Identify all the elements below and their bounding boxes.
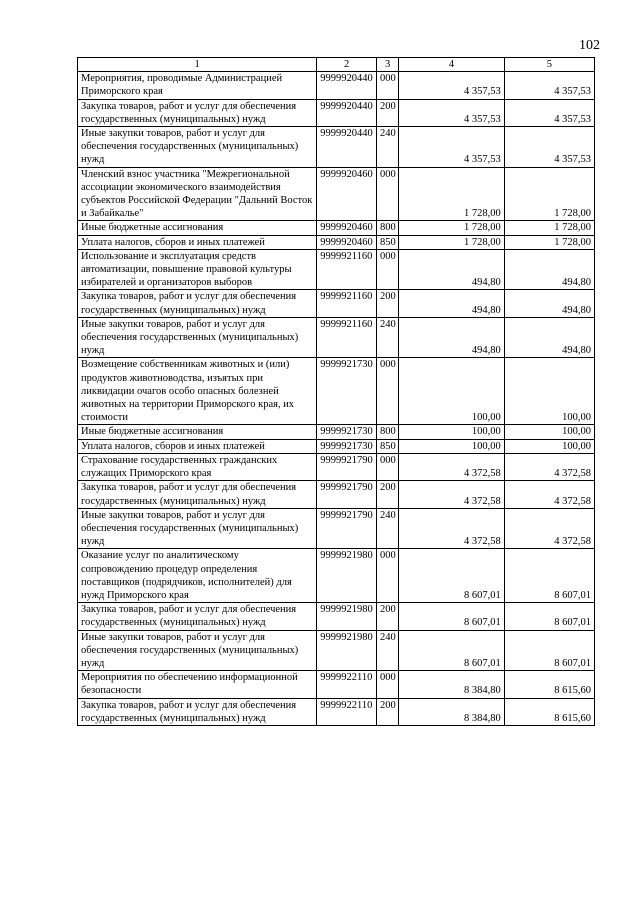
row-code-cell: 9999920440 (317, 127, 377, 168)
row-vr-cell: 800 (377, 425, 399, 439)
row-code-cell: 9999921160 (317, 317, 377, 358)
row-vr-cell: 240 (377, 508, 399, 549)
row-value-col5: 494,80 (504, 249, 594, 290)
row-vr-cell: 200 (377, 698, 399, 725)
row-value-col4: 1 728,00 (399, 221, 504, 235)
row-name-cell: Иные закупки товаров, работ и услуг для обеспечения государственных (муниципальных) нужд (78, 317, 317, 358)
row-code-cell: 9999921160 (317, 290, 377, 317)
row-value-col4: 8 384,80 (399, 698, 504, 725)
row-value-col5: 1 728,00 (504, 167, 594, 221)
row-vr-cell: 240 (377, 630, 399, 671)
row-vr-cell: 000 (377, 358, 399, 425)
table-row (78, 317, 595, 358)
row-value-col4: 100,00 (399, 425, 504, 439)
row-name-cell: Закупка товаров, работ и услуг для обеспечения государственных (муниципальных) нужд (78, 290, 317, 317)
row-value-col4: 8 607,01 (399, 549, 504, 603)
row-vr-cell: 200 (377, 290, 399, 317)
row-name-cell: Использование и эксплуатация средств автоматизации, повышение правовой культуры избирателей и организаторов выборов (78, 249, 317, 290)
row-code-cell: 9999921790 (317, 453, 377, 480)
row-vr-cell: 240 (377, 127, 399, 168)
column-header: 5 (504, 58, 594, 72)
row-value-col4: 494,80 (399, 317, 504, 358)
row-name-cell: Оказание услуг по аналитическому сопровождению процедур определения поставщиков (подрядчиков, исполнителей) для нужд Приморского края (78, 549, 317, 603)
row-value-col5: 4 372,58 (504, 508, 594, 549)
table-row (78, 72, 595, 99)
table-row (78, 508, 595, 549)
row-value-col4: 100,00 (399, 358, 504, 425)
row-code-cell: 9999921790 (317, 481, 377, 508)
page-number: 102 (579, 38, 600, 53)
row-code-cell: 9999921730 (317, 439, 377, 453)
table-row (78, 698, 595, 725)
row-value-col5: 8 615,60 (504, 671, 594, 698)
row-value-col4: 100,00 (399, 439, 504, 453)
header-row (78, 58, 595, 72)
row-code-cell: 9999920440 (317, 72, 377, 99)
row-value-col5: 1 728,00 (504, 235, 594, 249)
row-vr-cell: 000 (377, 167, 399, 221)
row-code-cell: 9999920460 (317, 235, 377, 249)
row-vr-cell: 850 (377, 439, 399, 453)
row-value-col4: 494,80 (399, 290, 504, 317)
row-code-cell: 9999920460 (317, 221, 377, 235)
row-name-cell: Иные закупки товаров, работ и услуг для обеспечения государственных (муниципальных) нужд (78, 508, 317, 549)
column-header: 4 (399, 58, 504, 72)
row-value-col5: 8 607,01 (504, 630, 594, 671)
row-value-col4: 4 357,53 (399, 127, 504, 168)
row-vr-cell: 240 (377, 317, 399, 358)
row-vr-cell: 200 (377, 603, 399, 630)
row-value-col4: 4 357,53 (399, 99, 504, 126)
row-value-col4: 8 607,01 (399, 630, 504, 671)
row-code-cell: 9999921790 (317, 508, 377, 549)
row-name-cell: Закупка товаров, работ и услуг для обеспечения государственных (муниципальных) нужд (78, 481, 317, 508)
row-vr-cell: 000 (377, 549, 399, 603)
table-row (78, 630, 595, 671)
row-vr-cell: 000 (377, 72, 399, 99)
row-value-col5: 1 728,00 (504, 221, 594, 235)
table-row (78, 439, 595, 453)
row-value-col5: 494,80 (504, 290, 594, 317)
row-name-cell: Уплата налогов, сборов и иных платежей (78, 235, 317, 249)
row-code-cell: 9999922110 (317, 698, 377, 725)
row-code-cell: 9999921980 (317, 603, 377, 630)
row-value-col4: 8 384,80 (399, 671, 504, 698)
table-row (78, 425, 595, 439)
row-name-cell: Иные закупки товаров, работ и услуг для обеспечения государственных (муниципальных) нужд (78, 630, 317, 671)
row-value-col4: 4 372,58 (399, 453, 504, 480)
row-vr-cell: 200 (377, 99, 399, 126)
table-row (78, 235, 595, 249)
row-name-cell: Закупка товаров, работ и услуг для обеспечения государственных (муниципальных) нужд (78, 603, 317, 630)
table-row (78, 127, 595, 168)
table-row (78, 167, 595, 221)
table-row (78, 249, 595, 290)
column-header: 3 (377, 58, 399, 72)
row-name-cell: Уплата налогов, сборов и иных платежей (78, 439, 317, 453)
row-value-col5: 8 615,60 (504, 698, 594, 725)
budget-table (77, 57, 595, 726)
row-vr-cell: 850 (377, 235, 399, 249)
row-value-col5: 8 607,01 (504, 549, 594, 603)
row-name-cell: Возмещение собственникам животных и (или) продуктов животноводства, изъятых при ликвидации очагов особо опасных болезней животных на территории Приморского края, их стоимости (78, 358, 317, 425)
row-name-cell: Членский взнос участника "Межрегиональной ассоциации экономического взаимодействия субъектов Российской Федерации "Дальний Восток и Забайкалье" (78, 167, 317, 221)
row-value-col4: 1 728,00 (399, 167, 504, 221)
row-value-col4: 4 372,58 (399, 481, 504, 508)
row-name-cell: Закупка товаров, работ и услуг для обеспечения государственных (муниципальных) нужд (78, 99, 317, 126)
row-name-cell: Страхование государственных гражданских служащих Приморского края (78, 453, 317, 480)
row-name-cell: Мероприятия, проводимые Администрацией Приморского края (78, 72, 317, 99)
table-row (78, 221, 595, 235)
row-value-col5: 4 372,58 (504, 453, 594, 480)
row-value-col4: 4 372,58 (399, 508, 504, 549)
row-value-col5: 4 372,58 (504, 481, 594, 508)
row-name-cell: Иные закупки товаров, работ и услуг для обеспечения государственных (муниципальных) нужд (78, 127, 317, 168)
row-vr-cell: 000 (377, 453, 399, 480)
column-header: 2 (317, 58, 377, 72)
row-value-col5: 100,00 (504, 439, 594, 453)
row-code-cell: 9999921730 (317, 358, 377, 425)
table-row (78, 549, 595, 603)
row-code-cell: 9999921980 (317, 549, 377, 603)
row-code-cell: 9999921980 (317, 630, 377, 671)
row-value-col5: 8 607,01 (504, 603, 594, 630)
table-body (78, 72, 595, 726)
row-name-cell: Закупка товаров, работ и услуг для обеспечения государственных (муниципальных) нужд (78, 698, 317, 725)
table-row (78, 481, 595, 508)
row-name-cell: Иные бюджетные ассигнования (78, 425, 317, 439)
row-name-cell: Мероприятия по обеспечению информационной безопасности (78, 671, 317, 698)
row-name-cell: Иные бюджетные ассигнования (78, 221, 317, 235)
row-value-col5: 100,00 (504, 358, 594, 425)
row-vr-cell: 200 (377, 481, 399, 508)
row-value-col4: 494,80 (399, 249, 504, 290)
row-value-col5: 4 357,53 (504, 99, 594, 126)
row-code-cell: 9999921730 (317, 425, 377, 439)
table-row (78, 358, 595, 425)
row-vr-cell: 000 (377, 671, 399, 698)
row-value-col5: 4 357,53 (504, 127, 594, 168)
table-row (78, 99, 595, 126)
row-code-cell: 9999920440 (317, 99, 377, 126)
row-code-cell: 9999920460 (317, 167, 377, 221)
row-value-col5: 4 357,53 (504, 72, 594, 99)
row-code-cell: 9999922110 (317, 671, 377, 698)
row-value-col4: 8 607,01 (399, 603, 504, 630)
column-header: 1 (78, 58, 317, 72)
row-value-col4: 1 728,00 (399, 235, 504, 249)
row-value-col5: 494,80 (504, 317, 594, 358)
table-row (78, 671, 595, 698)
row-code-cell: 9999921160 (317, 249, 377, 290)
row-value-col4: 4 357,53 (399, 72, 504, 99)
table-row (78, 453, 595, 480)
table-row (78, 603, 595, 630)
table-row (78, 290, 595, 317)
row-vr-cell: 000 (377, 249, 399, 290)
row-vr-cell: 800 (377, 221, 399, 235)
row-value-col5: 100,00 (504, 425, 594, 439)
